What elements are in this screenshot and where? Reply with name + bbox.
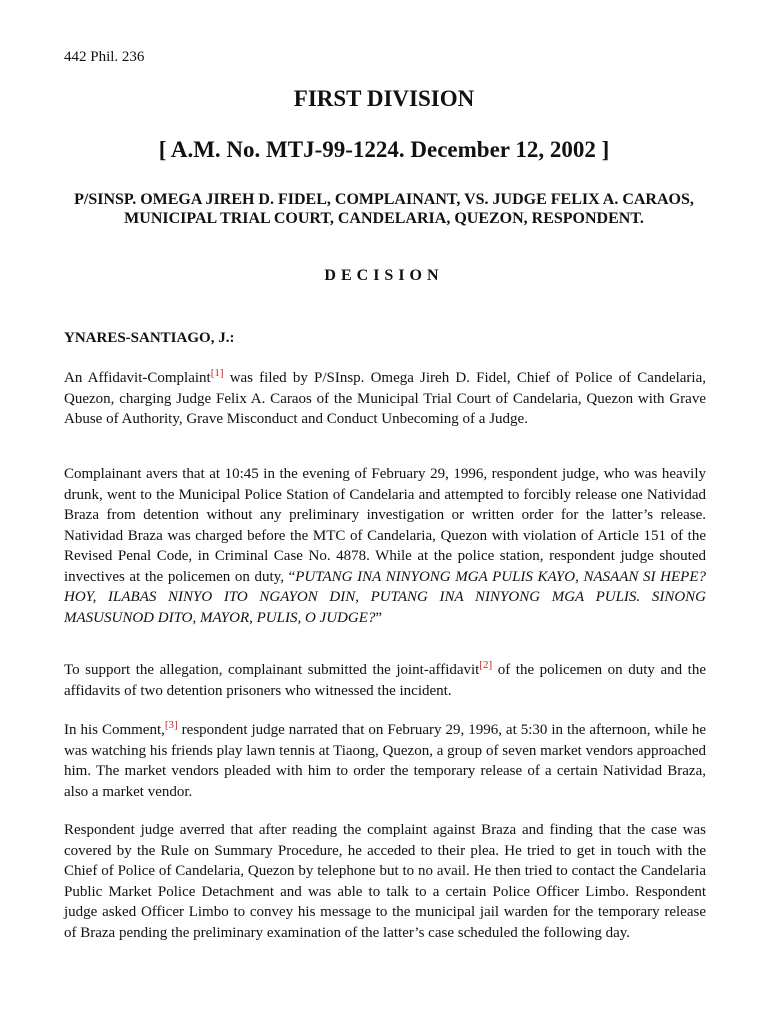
paragraph-text: ”	[375, 609, 383, 626]
division-heading: FIRST DIVISION	[293, 86, 475, 111]
ponente: YNARES-SANTIAGO, J.:	[64, 330, 235, 346]
citation: 442 Phil. 236	[64, 49, 145, 65]
paragraph-1	[64, 368, 706, 430]
decision-heading: DECISION	[324, 267, 444, 284]
paragraph-text: respondent judge narrated that on February 29, 1996, at 5:30 in the afternoon, while he was watching his friends play lawn tennis at Tiaong, Quezon, a group of seven market vendors approached him. The market vendors pleaded with him to order the temporary release of a certain Natividad Braza, also a market vendor.	[64, 722, 706, 800]
paragraph-2	[64, 464, 706, 628]
quoted-invectives: PUTANG INA NINYONG MGA PULIS KAYO, NASAAN SI HEPE? HOY, ILABAS NINYO ITO NGAYON DIN, PUTANG INA NINYONG MGA PULIS. SINONG MASUSUNOD DITO, MAYOR, PULIS, O JUDGE?	[64, 568, 706, 626]
case-number: [ A.M. No. MTJ-99-1224. December 12, 2002 ]	[158, 137, 610, 162]
paragraph-3	[64, 660, 706, 701]
footnote-link-2[interactable]: [2]	[479, 659, 493, 671]
paragraph-text: To support the allegation, complainant submitted the joint-affidavit	[64, 662, 480, 678]
footnote-link-3[interactable]: [3]	[164, 719, 178, 731]
paragraph-text: Complainant avers that at 10:45 in the evening of February 29, 1996, respondent judge, who was heavily drunk, went to the Municipal Police Station of Candelaria and attempted to forcibly release one Natividad Braza from detention without any preliminary investigation or written order for the latter’s release. Natividad Braza was charged before the MTC of Candelaria, Quezon with violation of Article 151 of the Revised Penal Code, in Criminal Case No. 4878. While at the police station, respondent judge shouted invectives at the policemen on duty, “	[64, 466, 706, 585]
paragraph-4	[64, 720, 706, 802]
case-parties: P/SINSP. OMEGA JIREH D. FIDEL, COMPLAINANT, VS. JUDGE FELIX A. CARAOS, MUNICIPAL TRIAL COURT, CANDELARIA, QUEZON, RESPONDENT.	[74, 191, 694, 227]
paragraph-text: of the policemen on duty and the affidavits of two detention prisoners who witnessed the incident.	[64, 662, 706, 699]
paragraph-text: Respondent judge averred that after reading the complaint against Braza and finding that the case was covered by the Rule on Summary Procedure, he acceded to their plea. He tried to get in touch with the Chief of Police of Candelaria, Quezon by telephone but to no avail. He then tried to contact the Candelaria Public Market Police Detachment and was able to talk to a certain Police Officer Limbo. Respondent judge asked Officer Limbo to convey his message to the municipal jail warden for the temporary release of Braza pending the preliminary examination of the latter’s case scheduled the following day.	[64, 822, 706, 941]
footnote-link-1[interactable]: [1]	[210, 367, 224, 379]
paragraph-text: In his Comment,	[64, 722, 165, 738]
paragraph-text: An Affidavit-Complaint	[64, 370, 211, 386]
paragraph-text: was filed by P/SInsp. Omega Jireh D. Fidel, Chief of Police of Candelaria, Quezon, charging Judge Felix A. Caraos of the Municipal Trial Court of Candelaria, Quezon with Grave Abuse of Authority, Grave Misconduct and Conduct Unbecoming of a Judge.	[64, 370, 706, 427]
paragraph-5	[64, 820, 706, 943]
